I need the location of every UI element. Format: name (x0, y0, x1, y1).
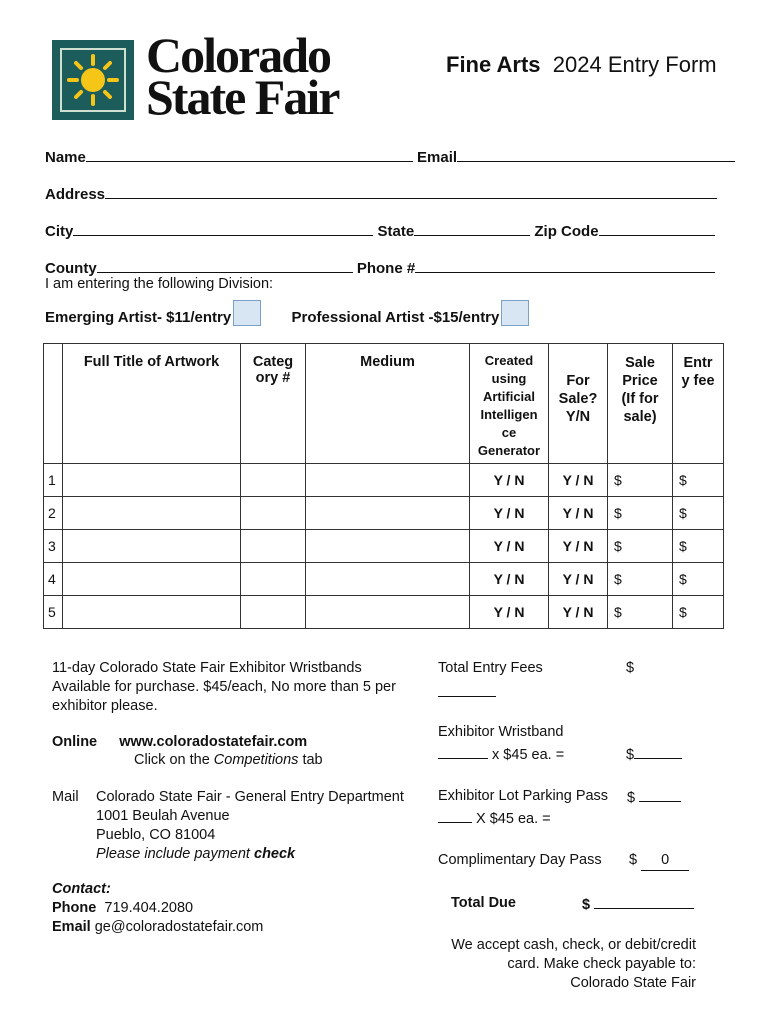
for-sale-cell[interactable]: Y / N (549, 464, 608, 497)
parking-total-field[interactable] (639, 787, 681, 802)
entries-table (43, 343, 724, 629)
fee-cell[interactable]: $ (673, 530, 724, 563)
price-cell[interactable]: $ (608, 563, 673, 596)
mail-address: Colorado State Fair - General Entry Department 1001 Beulah Avenue Pueblo, CO 81004 Please include payment check (96, 789, 404, 862)
parking-total: $ (627, 787, 681, 808)
payment-info: We accept cash, check, or debit/credit card. Make check payable to: Colorado State Fair (451, 937, 696, 991)
page-title: Fine Arts 2024 Entry Form (446, 52, 717, 77)
email-field[interactable] (457, 147, 735, 162)
contact-phone: 719.404.2080 (104, 900, 194, 916)
address-label: Address (45, 186, 106, 203)
emerging-label: Emerging Artist- $11/entry (45, 309, 232, 326)
city-label: City (45, 223, 74, 240)
comp-pass-label: Complimentary Day Pass (438, 852, 602, 868)
header-entry-fee: Entr y fee (673, 344, 724, 464)
total-due-field[interactable] (594, 894, 694, 909)
zip-label: Zip Code (534, 223, 599, 240)
county-field[interactable] (97, 258, 353, 273)
contact-section: Contact: Phone 719.404.2080 Email ge@coloradostatefair.com (52, 881, 264, 935)
address-field[interactable] (105, 184, 717, 199)
logo-emblem (52, 40, 134, 120)
title-cell[interactable] (63, 563, 241, 596)
header-num (44, 344, 63, 464)
medium-cell[interactable] (306, 464, 470, 497)
state-label: State (377, 223, 415, 240)
row-number: 1 (44, 464, 63, 497)
ai-cell[interactable]: Y / N (470, 497, 549, 530)
header-medium: Medium (306, 344, 470, 464)
total-entry-fees-field[interactable] (438, 680, 496, 697)
phone-field[interactable] (415, 258, 715, 273)
price-cell[interactable]: $ (608, 464, 673, 497)
header-sale-price: Sale Price (If for sale) (608, 344, 673, 464)
parking-qty-field[interactable] (438, 808, 472, 823)
wristband-qty-field[interactable] (438, 744, 488, 759)
fee-cell[interactable]: $ (673, 596, 724, 629)
county-label: County (45, 260, 97, 277)
logo-wordmark: Colorado State Fair (146, 27, 339, 125)
medium-cell[interactable] (306, 497, 470, 530)
category-cell[interactable] (241, 530, 306, 563)
title-cell[interactable] (63, 464, 241, 497)
table-row (44, 497, 724, 530)
total-entry-fees-label: Total Entry Fees (438, 660, 543, 676)
name-row (45, 147, 735, 166)
price-cell[interactable]: $ (608, 497, 673, 530)
for-sale-cell[interactable]: Y / N (549, 530, 608, 563)
medium-cell[interactable] (306, 596, 470, 629)
professional-checkbox[interactable] (501, 300, 529, 326)
total-due-label: Total Due (451, 895, 516, 911)
address-row (45, 184, 717, 203)
medium-cell[interactable] (306, 563, 470, 596)
zip-field[interactable] (599, 221, 715, 236)
county-row (45, 258, 715, 277)
category-cell[interactable] (241, 596, 306, 629)
table-header-row (44, 344, 724, 464)
online-instructions: Click on the Competitions tab (134, 752, 323, 768)
wristband-total-field[interactable] (634, 744, 682, 759)
row-number: 2 (44, 497, 63, 530)
email-label: Email (417, 149, 458, 166)
for-sale-cell[interactable]: Y / N (549, 596, 608, 629)
for-sale-cell[interactable]: Y / N (549, 563, 608, 596)
total-entry-fees-dollar: $ (626, 660, 635, 676)
sun-icon (62, 50, 124, 110)
table-row (44, 530, 724, 563)
emerging-checkbox[interactable] (233, 300, 261, 326)
fee-cell[interactable]: $ (673, 497, 724, 530)
comp-pass-value: 0 (641, 851, 689, 871)
header-category: Categ ory # (241, 344, 306, 464)
category-cell[interactable] (241, 497, 306, 530)
website-link[interactable]: www.coloradostatefair.com (119, 734, 308, 750)
wristband-calc: x $45 ea. = (438, 744, 564, 765)
mail-label: Mail (52, 789, 79, 805)
wristband-label: Exhibitor Wristband (438, 724, 564, 740)
table-row (44, 563, 724, 596)
row-number: 4 (44, 563, 63, 596)
row-number: 3 (44, 530, 63, 563)
ai-cell[interactable]: Y / N (470, 563, 549, 596)
title-cell[interactable] (63, 497, 241, 530)
online-label: Online (52, 734, 98, 750)
category-cell[interactable] (241, 464, 306, 497)
city-field[interactable] (73, 221, 373, 236)
header-title: Full Title of Artwork (63, 344, 241, 464)
wristband-info: 11-day Colorado State Fair Exhibitor Wristbands Available for purchase. $45/each, No more than 5 per exhibitor please. (52, 660, 396, 714)
state-field[interactable] (414, 221, 530, 236)
name-label: Name (45, 149, 86, 166)
title-cell[interactable] (63, 596, 241, 629)
division-row (45, 300, 529, 326)
ai-cell[interactable]: Y / N (470, 596, 549, 629)
contact-email[interactable]: ge@coloradostatefair.com (94, 919, 264, 935)
fee-cell[interactable]: $ (673, 464, 724, 497)
phone-label: Phone # (356, 260, 416, 277)
name-field[interactable] (86, 147, 413, 162)
professional-label: Professional Artist -$15/entry (291, 309, 500, 326)
comp-pass-total: $ 0 (629, 851, 689, 871)
division-prompt: I am entering the following Division: (45, 276, 274, 292)
parking-calc: X $45 ea. = (438, 808, 551, 829)
online-section (52, 733, 307, 752)
medium-cell[interactable] (306, 530, 470, 563)
contact-heading: Contact: (52, 881, 111, 897)
fee-cell[interactable]: $ (673, 563, 724, 596)
category-cell[interactable] (241, 563, 306, 596)
city-row (45, 221, 715, 240)
table-row (44, 464, 724, 497)
total-due: $ (582, 894, 694, 915)
price-cell[interactable]: $ (608, 596, 673, 629)
price-cell[interactable]: $ (608, 530, 673, 563)
ai-cell[interactable]: Y / N (470, 464, 549, 497)
table-row (44, 596, 724, 629)
row-number: 5 (44, 596, 63, 629)
title-cell[interactable] (63, 530, 241, 563)
ai-cell[interactable]: Y / N (470, 530, 549, 563)
header-for-sale: For Sale? Y/N (549, 344, 608, 464)
for-sale-cell[interactable]: Y / N (549, 497, 608, 530)
parking-label: Exhibitor Lot Parking Pass (438, 788, 609, 804)
header-ai: Created using Artificial Intelligen ce Generator (470, 344, 549, 464)
wristband-total: $ (626, 744, 682, 765)
